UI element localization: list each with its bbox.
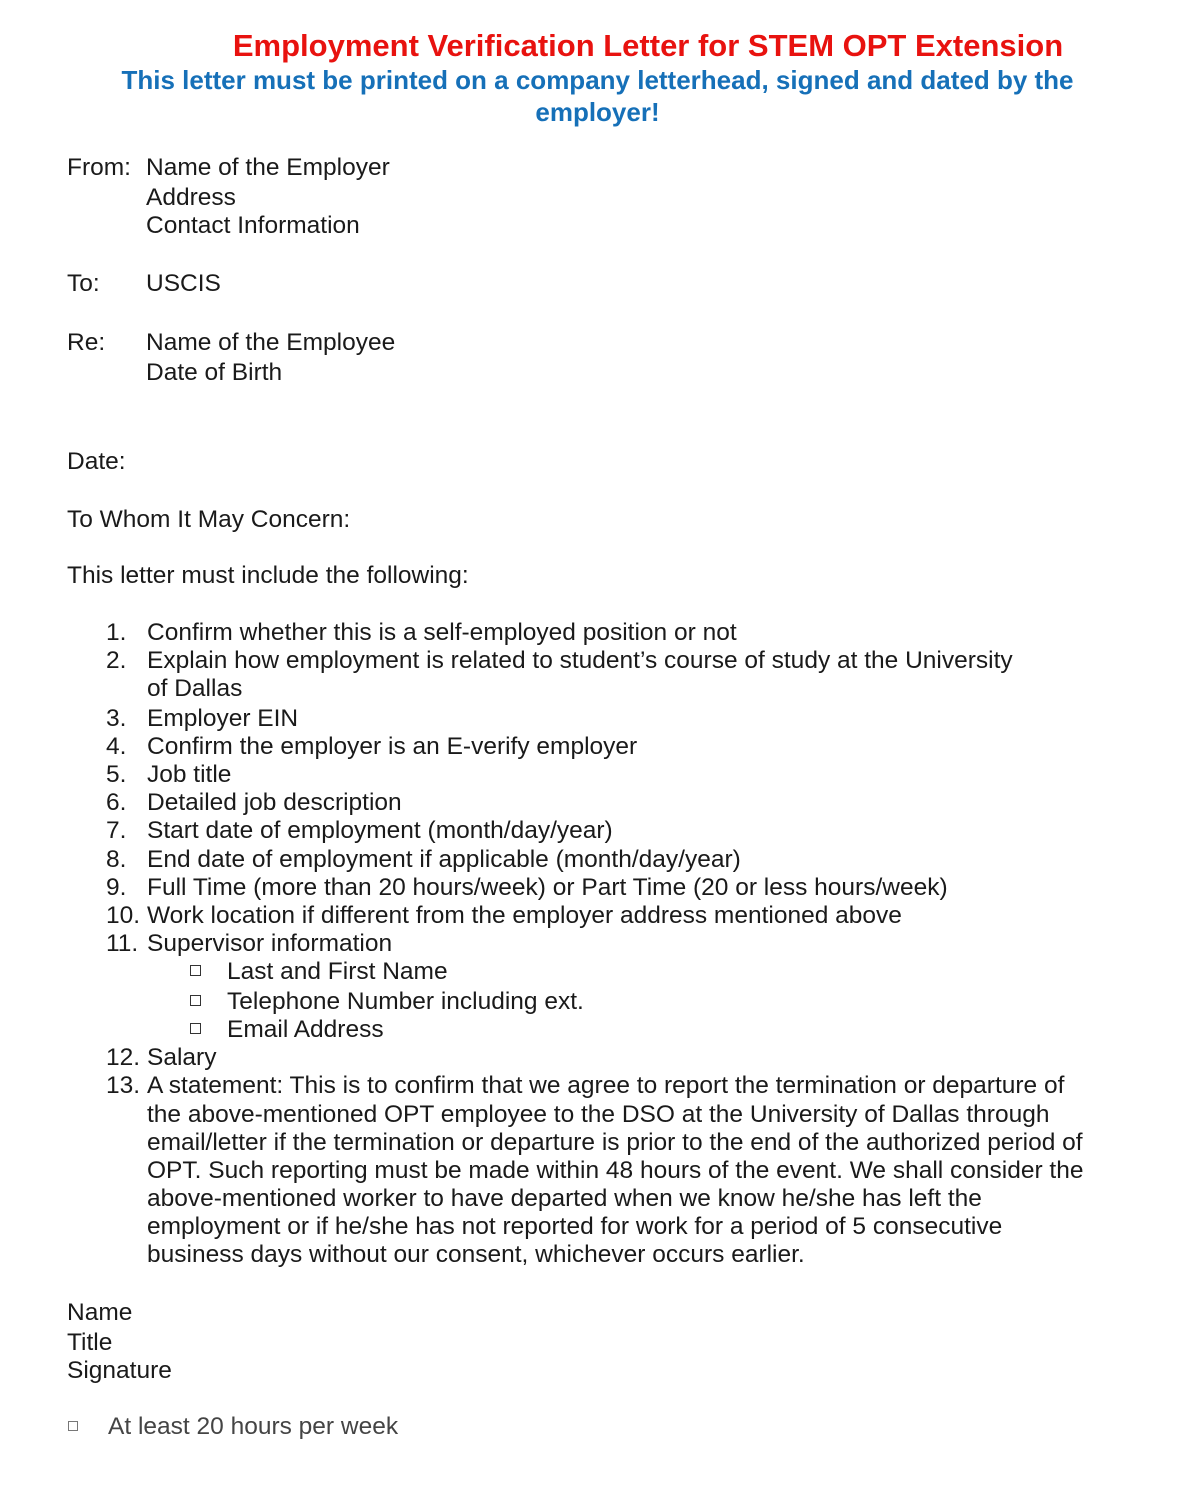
list-item: End date of employment if applicable (month/day/year) <box>147 846 741 873</box>
salutation: To Whom It May Concern: <box>67 506 351 533</box>
statement-line: OPT. Such reporting must be made within 48 hours of the event. We shall consider the <box>147 1157 1084 1184</box>
list-number: 5. <box>106 761 127 788</box>
list-item: Job title <box>147 761 232 788</box>
list-item: Work location if different from the employer address mentioned above <box>147 902 902 929</box>
list-number: 13. <box>106 1072 141 1099</box>
list-number: 8. <box>106 846 127 873</box>
re-label: Re: <box>67 329 106 356</box>
footer-note: At least 20 hours per week <box>68 1413 398 1441</box>
document-title: Employment Verification Letter for STEM OPT Extension <box>232 28 1064 63</box>
statement-line: email/letter if the termination or departure is prior to the end of the authorized period of <box>147 1129 1083 1156</box>
list-item: Start date of employment (month/day/year) <box>147 817 613 844</box>
list-number: 12. <box>106 1044 141 1071</box>
signature-title: Title <box>67 1329 113 1356</box>
list-item: Full Time (more than 20 hours/week) or Part Time (20 or less hours/week) <box>147 874 948 901</box>
list-number: 10. <box>106 902 141 929</box>
checkbox-icon <box>68 1421 78 1431</box>
list-item: Confirm the employer is an E-verify employer <box>147 733 638 760</box>
re-employee-name: Name of the Employee <box>146 329 396 356</box>
list-item-continuation: of Dallas <box>147 675 243 702</box>
list-number: 4. <box>106 733 127 760</box>
signature-name: Name <box>67 1299 133 1326</box>
list-item: Supervisor information <box>147 930 393 957</box>
document-subtitle: This letter must be printed on a company letterhead, signed and dated by the employer! <box>121 65 1074 127</box>
supervisor-subitem: Telephone Number including ext. <box>190 988 584 1016</box>
list-item: Detailed job description <box>147 789 402 816</box>
from-label: From: <box>67 154 131 181</box>
list-item: Salary <box>147 1044 217 1071</box>
to-value: USCIS <box>146 270 221 297</box>
statement-line: A statement: This is to confirm that we agree to report the termination or departure of <box>147 1072 1065 1099</box>
list-number: 9. <box>106 874 127 901</box>
checkbox-icon <box>190 995 201 1006</box>
statement-line: business days without our consent, whichever occurs earlier. <box>147 1241 805 1268</box>
list-item: Explain how employment is related to student’s course of study at the University <box>147 647 1013 674</box>
signature-line: Signature <box>67 1357 172 1384</box>
list-item: Confirm whether this is a self-employed position or not <box>147 619 737 646</box>
date-label: Date: <box>67 448 126 475</box>
statement-line: above-mentioned worker to have departed when we know he/she has left the <box>147 1185 982 1212</box>
list-number: 7. <box>106 817 127 844</box>
from-address: Address <box>146 184 236 211</box>
re-date-of-birth: Date of Birth <box>146 359 283 386</box>
intro-text: This letter must include the following: <box>67 562 469 589</box>
list-item: Employer EIN <box>147 705 299 732</box>
from-contact-info: Contact Information <box>146 212 360 239</box>
checkbox-icon <box>190 965 201 976</box>
list-number: 1. <box>106 619 127 646</box>
statement-line: employment or if he/she has not reported for work for a period of 5 consecutive <box>147 1213 1003 1240</box>
list-number: 6. <box>106 789 127 816</box>
statement-line: the above-mentioned OPT employee to the DSO at the University of Dallas through <box>147 1101 1050 1128</box>
list-number: 3. <box>106 705 127 732</box>
checkbox-icon <box>190 1023 201 1034</box>
to-label: To: <box>67 270 100 297</box>
list-number: 11. <box>106 930 139 957</box>
supervisor-subitem: Last and First Name <box>190 958 448 986</box>
list-number: 2. <box>106 647 127 674</box>
supervisor-subitem: Email Address <box>190 1016 384 1044</box>
from-employer-name: Name of the Employer <box>146 154 390 181</box>
